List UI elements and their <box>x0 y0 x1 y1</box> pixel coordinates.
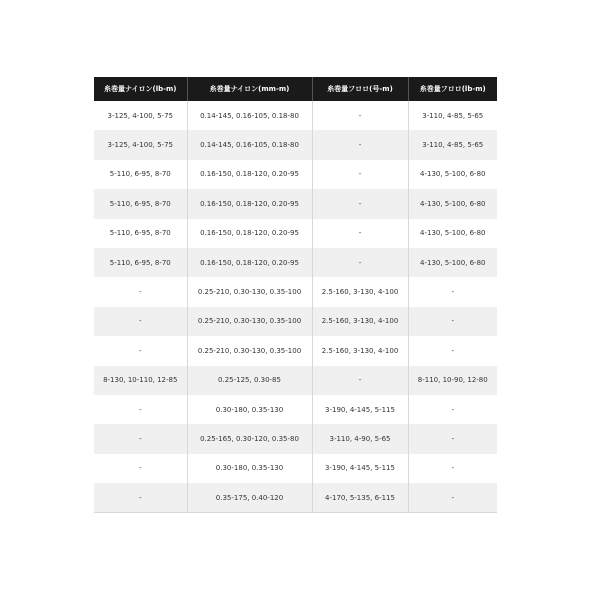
header-nylon-lb: 糸巻量ナイロン(lb-m) <box>94 77 187 101</box>
cell-fluoro-lb: - <box>408 483 497 513</box>
line-capacity-table-container <box>94 77 497 513</box>
cell-fluoro-lb: 4-130, 5-100, 6-80 <box>408 248 497 277</box>
cell-fluoro-lb: 3-110, 4-85, 5-65 <box>408 130 497 159</box>
cell-nylon-lb: 5-110, 6-95, 8-70 <box>94 160 187 189</box>
table-row <box>94 307 497 336</box>
table-row <box>94 336 497 365</box>
cell-fluoro-go: - <box>312 219 408 248</box>
table-row <box>94 189 497 218</box>
cell-nylon-mm: 0.16-150, 0.18-120, 0.20-95 <box>187 189 312 218</box>
table-row <box>94 454 497 483</box>
cell-nylon-mm: 0.16-150, 0.18-120, 0.20-95 <box>187 248 312 277</box>
cell-fluoro-go: 2.5-160, 3-130, 4-100 <box>312 307 408 336</box>
cell-nylon-lb: 3-125, 4-100, 5-75 <box>94 101 187 130</box>
cell-nylon-lb: 5-110, 6-95, 8-70 <box>94 248 187 277</box>
cell-nylon-lb: 3-125, 4-100, 5-75 <box>94 130 187 159</box>
cell-fluoro-lb: - <box>408 336 497 365</box>
cell-fluoro-go: - <box>312 248 408 277</box>
cell-fluoro-lb: - <box>408 454 497 483</box>
header-nylon-mm: 糸巻量ナイロン(mm-m) <box>187 77 312 101</box>
cell-fluoro-go: 2.5-160, 3-130, 4-100 <box>312 336 408 365</box>
cell-fluoro-go: 3-190, 4-145, 5-115 <box>312 395 408 424</box>
cell-nylon-lb: - <box>94 483 187 513</box>
table-row <box>94 160 497 189</box>
cell-fluoro-lb: - <box>408 277 497 306</box>
cell-nylon-lb: - <box>94 454 187 483</box>
cell-fluoro-go: 3-110, 4-90, 5-65 <box>312 424 408 453</box>
cell-fluoro-go: - <box>312 130 408 159</box>
header-fluoro-lb: 糸巻量フロロ(lb-m) <box>408 77 497 101</box>
cell-fluoro-lb: - <box>408 424 497 453</box>
cell-fluoro-lb: 4-130, 5-100, 6-80 <box>408 160 497 189</box>
cell-nylon-mm: 0.14-145, 0.16-105, 0.18-80 <box>187 130 312 159</box>
table-row <box>94 483 497 513</box>
header-fluoro-go: 糸巻量フロロ(号-m) <box>312 77 408 101</box>
table-row <box>94 366 497 395</box>
cell-fluoro-go: 4-170, 5-135, 6-115 <box>312 483 408 513</box>
table-body <box>94 101 497 513</box>
cell-fluoro-go: - <box>312 160 408 189</box>
cell-nylon-mm: 0.30-180, 0.35-130 <box>187 395 312 424</box>
cell-nylon-mm: 0.16-150, 0.18-120, 0.20-95 <box>187 160 312 189</box>
table-row <box>94 395 497 424</box>
line-capacity-table <box>94 77 497 513</box>
table-row <box>94 219 497 248</box>
cell-fluoro-go: - <box>312 189 408 218</box>
cell-nylon-lb: 5-110, 6-95, 8-70 <box>94 219 187 248</box>
cell-fluoro-lb: 3-110, 4-85, 5-65 <box>408 101 497 130</box>
cell-nylon-lb: - <box>94 277 187 306</box>
cell-nylon-mm: 0.25-210, 0.30-130, 0.35-100 <box>187 277 312 306</box>
table-row <box>94 248 497 277</box>
header-row <box>94 77 497 101</box>
cell-nylon-lb: 8-130, 10-110, 12-85 <box>94 366 187 395</box>
cell-nylon-lb: - <box>94 424 187 453</box>
cell-fluoro-lb: 4-130, 5-100, 6-80 <box>408 189 497 218</box>
table-row <box>94 424 497 453</box>
cell-nylon-mm: 0.25-165, 0.30-120, 0.35-80 <box>187 424 312 453</box>
cell-fluoro-lb: - <box>408 395 497 424</box>
cell-fluoro-go: - <box>312 101 408 130</box>
cell-nylon-mm: 0.14-145, 0.16-105, 0.18-80 <box>187 101 312 130</box>
cell-fluoro-lb: 8-110, 10-90, 12-80 <box>408 366 497 395</box>
cell-fluoro-go: 2.5-160, 3-130, 4-100 <box>312 277 408 306</box>
cell-nylon-mm: 0.25-125, 0.30-85 <box>187 366 312 395</box>
cell-nylon-mm: 0.30-180, 0.35-130 <box>187 454 312 483</box>
cell-nylon-lb: - <box>94 336 187 365</box>
cell-nylon-lb: - <box>94 307 187 336</box>
table-row <box>94 277 497 306</box>
cell-fluoro-lb: 4-130, 5-100, 6-80 <box>408 219 497 248</box>
cell-nylon-mm: 0.35-175, 0.40-120 <box>187 483 312 513</box>
cell-nylon-mm: 0.16-150, 0.18-120, 0.20-95 <box>187 219 312 248</box>
cell-nylon-lb: - <box>94 395 187 424</box>
cell-nylon-mm: 0.25-210, 0.30-130, 0.35-100 <box>187 307 312 336</box>
table-row <box>94 130 497 159</box>
cell-fluoro-lb: - <box>408 307 497 336</box>
table-row <box>94 101 497 130</box>
cell-nylon-lb: 5-110, 6-95, 8-70 <box>94 189 187 218</box>
cell-fluoro-go: 3-190, 4-145, 5-115 <box>312 454 408 483</box>
table-header <box>94 77 497 101</box>
cell-nylon-mm: 0.25-210, 0.30-130, 0.35-100 <box>187 336 312 365</box>
cell-fluoro-go: - <box>312 366 408 395</box>
